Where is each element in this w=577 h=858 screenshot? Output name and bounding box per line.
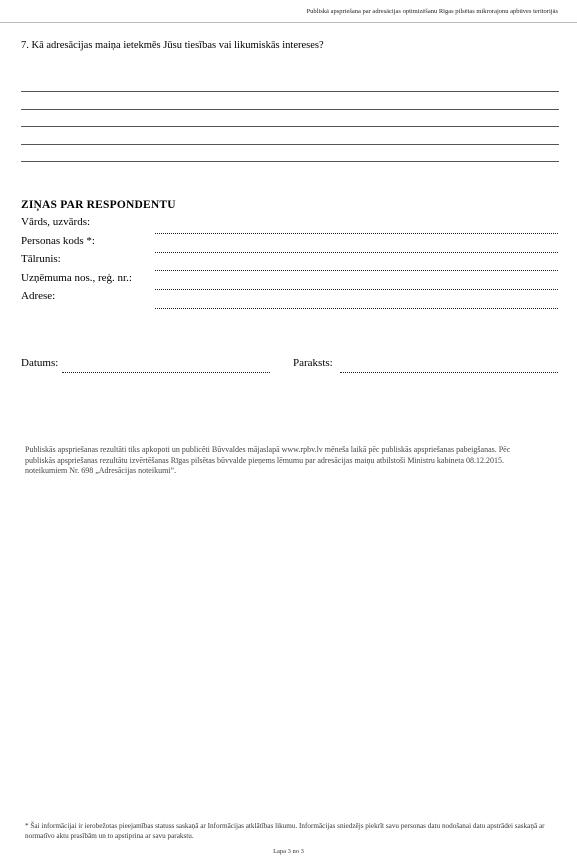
signature-field[interactable]	[340, 372, 558, 373]
personal-code-field[interactable]	[155, 252, 558, 253]
company-field[interactable]	[155, 289, 558, 290]
header-divider	[0, 22, 577, 23]
phone-field[interactable]	[155, 270, 558, 271]
respondent-section-title: ZIŅAS PAR RESPONDENTU	[21, 199, 176, 211]
company-label: Uzņēmuma nos., reģ. nr.:	[21, 272, 132, 284]
name-field[interactable]	[155, 233, 558, 234]
date-label: Datums:	[21, 357, 59, 369]
answer-line-2[interactable]	[21, 109, 559, 110]
address-label: Adrese:	[21, 290, 56, 302]
page-number: Lapa 3 no 3	[273, 848, 304, 855]
name-label: Vārds, uzvārds:	[21, 216, 91, 228]
phone-label: Tālrunis:	[21, 253, 61, 265]
results-note: Publiskās apspriešanas rezultāti tiks apkopoti un publicēti Būvvaldes mājaslapā www.rpbv.lv mēneša laikā pēc publiskās apspriešanas pabeigšanas. Pēc publiskās apspriešanas rezultātu izvērtēšanas Rīgas pilsētas būvvalde pieņems lēmumu par adresācijas maiņu atbilstoši Ministru kabineta 08.12.2015. noteikumiem Nr. 698 „Adresācijas noteikumi”.	[25, 445, 511, 475]
address-field[interactable]	[155, 308, 558, 309]
answer-line-5[interactable]	[21, 161, 559, 162]
answer-line-3[interactable]	[21, 126, 559, 127]
answer-line-4[interactable]	[21, 144, 559, 145]
personal-code-label: Personas kods *:	[21, 235, 95, 247]
privacy-footnote: * Šai informācijai ir ierobežotas pieejamības statuss saskaņā ar Informācijas atklātības likumu. Informācijas sniedzējs piekrīt savu personas datu nodošanai datu apstrādei saskaņā ar normatīvo aktu prasībām un to apstiprina ar savu parakstu.	[25, 822, 545, 840]
page-header: Publiskā apspriešana par adresācijas optimizēšanu Rīgas pilsētas mikrorajonu apbūves teritorijās	[306, 8, 558, 15]
question-7: 7. Kā adresācijas maiņa ietekmēs Jūsu tiesības vai likumiskās intereses?	[21, 40, 324, 51]
date-field[interactable]	[62, 372, 270, 373]
signature-label: Paraksts:	[293, 357, 333, 369]
answer-line-1[interactable]	[21, 91, 559, 92]
